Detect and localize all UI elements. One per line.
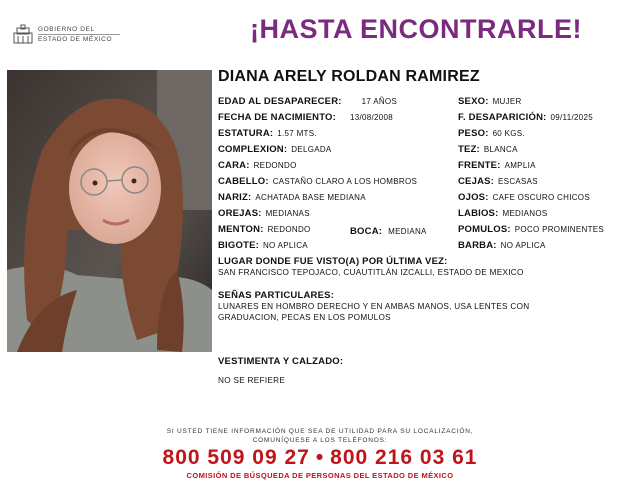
portrait-image (7, 70, 212, 352)
field-value: AMPLIA (504, 161, 536, 170)
field-value: 17 AÑOS (361, 97, 398, 106)
field-label: OJOS: (458, 192, 489, 203)
field-nose (218, 192, 366, 203)
field-label: NARIZ: (218, 192, 252, 203)
field-eyebrows (458, 176, 538, 187)
field-sex (458, 96, 522, 107)
field-forehead (458, 160, 536, 171)
field-chin (218, 224, 311, 235)
field-height (218, 128, 317, 139)
field-label: FRENTE: (458, 160, 501, 171)
field-value: DELGADA (291, 145, 332, 154)
field-value: BLANCA (483, 145, 518, 154)
field-value: MEDIANOS (502, 209, 548, 218)
last-seen-title: LUGAR DONDE FUE VISTO(A) POR ÚLTIMA VEZ: (218, 256, 448, 267)
commission-name: COMISIÓN DE BÚSQUEDA DE PERSONAS DEL ESTADO DE MÉXICO (186, 471, 454, 480)
government-logo (12, 22, 122, 46)
field-birthdate (218, 112, 393, 123)
contact-info (0, 427, 640, 445)
field-label: CEJAS: (458, 176, 495, 187)
field-value: CASTAÑO CLARO A LOS HOMBROS (272, 177, 418, 186)
person-photo (7, 70, 212, 352)
field-label: CARA: (218, 160, 250, 171)
field-value: MEDIANAS (265, 209, 310, 218)
field-label: OREJAS: (218, 208, 262, 219)
field-label: SEXO: (458, 96, 489, 107)
field-eyes (458, 192, 590, 203)
headline: ¡HASTA ENCONTRARLE! (250, 14, 582, 44)
field-beard (458, 240, 546, 251)
field-label: TEZ: (458, 144, 480, 155)
field-ears (218, 208, 310, 219)
field-mouth (350, 226, 427, 237)
contact-info-line2: COMUNÍQUESE A LOS TELÉFONOS: (252, 437, 388, 444)
logo-line1: GOBIERNO DEL (38, 26, 95, 33)
phone-separator: • (315, 446, 325, 469)
person-name: DIANA ARELY ROLDAN RAMIREZ (218, 68, 480, 85)
field-value: CAFE OSCURO CHICOS (492, 193, 590, 202)
clothing-title: VESTIMENTA Y CALZADO: (218, 356, 344, 367)
field-label: COMPLEXION: (218, 144, 288, 155)
field-label: POMULOS: (458, 224, 511, 235)
field-value: 09/11/2025 (550, 113, 593, 122)
field-value: POCO PROMINENTES (514, 225, 605, 234)
field-label: MENTON: (218, 224, 264, 235)
state-emblem-icon (12, 24, 34, 44)
field-cheekbones (458, 224, 604, 235)
field-value: MUJER (492, 97, 522, 106)
particular-marks-line2: GRADUACION, PECAS EN LOS POMULOS (218, 313, 391, 322)
field-disappearance-date (458, 112, 593, 123)
field-value: NO APLICA (262, 241, 308, 250)
logo-divider (38, 34, 120, 35)
field-label: CABELLO: (218, 176, 269, 187)
field-value: MEDIANA (388, 227, 427, 236)
field-value: 60 KGS. (492, 129, 525, 138)
field-hair (218, 176, 417, 187)
field-value: NO APLICA (500, 241, 546, 250)
field-label: BIGOTE: (218, 240, 259, 251)
field-build (218, 144, 332, 155)
field-value: REDONDO (267, 225, 311, 234)
field-value: REDONDO (253, 161, 297, 170)
field-complexion (458, 144, 518, 155)
logo-line2: ESTADO DE MÉXICO (38, 36, 113, 43)
field-label: BOCA: (350, 226, 383, 237)
field-label: FECHA DE NACIMIENTO: (218, 112, 336, 123)
field-weight (458, 128, 525, 139)
field-label: ESTATURA: (218, 128, 274, 139)
field-value: 13/08/2008 (350, 113, 394, 122)
last-seen-text: SAN FRANCISCO TEPOJACO, CUAUTITLÁN IZCALLI, ESTADO DE MEXICO (218, 268, 524, 277)
field-mustache (218, 240, 308, 251)
clothing-text: NO SE REFIERE (218, 376, 286, 385)
field-label: PESO: (458, 128, 489, 139)
field-value: 1.57 MTS. (277, 129, 317, 138)
field-label: EDAD AL DESAPARECER: (218, 96, 342, 107)
field-value: ESCASAS (498, 177, 538, 186)
particular-marks-line1: LUNARES EN HOMBRO DERECHO Y EN AMBAS MANOS, USA LENTES CON (218, 302, 530, 311)
particular-marks-title: SEÑAS PARTICULARES: (218, 290, 335, 301)
contact-info-line1: SI USTED TIENE INFORMACIÓN QUE SEA DE UTILIDAD PARA SU LOCALIZACIÓN, (166, 428, 474, 435)
field-value: ACHATADA BASE MEDIANA (255, 193, 366, 202)
phone-numbers (0, 446, 640, 470)
phone-number-1[interactable]: 800 509 09 27 (162, 446, 310, 469)
field-age (218, 96, 397, 107)
field-label: BARBA: (458, 240, 497, 251)
field-label: LABIOS: (458, 208, 499, 219)
phone-number-2[interactable]: 800 216 03 61 (330, 446, 478, 469)
field-label: F. DESAPARICIÓN: (458, 112, 547, 123)
field-lips (458, 208, 548, 219)
field-face (218, 160, 297, 171)
